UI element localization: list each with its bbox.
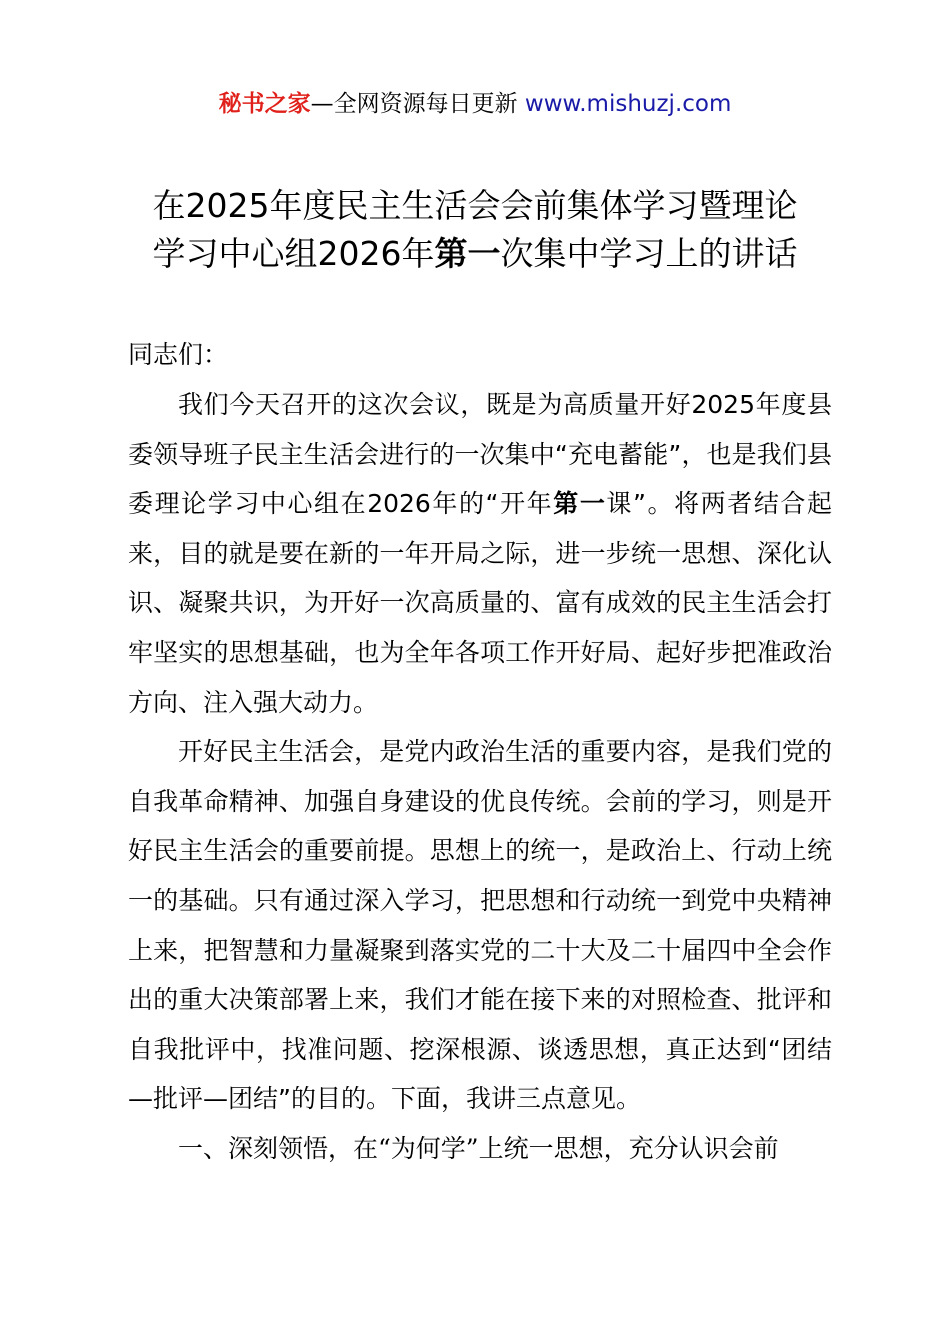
site-url-link[interactable]: www.mishuzj.com (524, 91, 732, 117)
greeting: 同志们： (128, 340, 229, 369)
title-line-2 (60, 230, 890, 278)
title-line-1: 在2025年度民主生活会会前集体学习暨理论 (152, 186, 798, 225)
paragraph-1-bold: 第一 (553, 489, 607, 519)
section-heading-1: 一、深刻领悟，在“为何学”上统一思想，充分认识会前 (178, 1134, 779, 1163)
document-title (60, 182, 890, 278)
paragraph-1-start: 我们今天召开的这次会议，既是为高质量开好2025年度县委领导班子民主生活会进行的一次集中“充电蓄能”，也是我们县委理论学习中心组在2026年的“开年 (128, 390, 832, 519)
title-line-2-bold: 第一 (434, 234, 501, 273)
paragraph-2: 开好民主生活会，是党内政治生活的重要内容，是我们党的自我革命精神、加强自身建设的优良传统。会前的学习，则是开好民主生活会的重要前提。思想上的统一，是政治上、行动上统一的基础。只有通过深入学习，把思想和行动统一到党中央精神上来，把智慧和力量凝聚到落实党的二十大及二十届四中全会作出的重大决策部署上来，我们才能在接下来的对照检查、批评和自我批评中，找准问题、挖深根源、谈透思想，真正达到“团结—批评—团结”的目的。下面，我讲三点意见。 (128, 737, 832, 1114)
paragraph-1 (128, 380, 832, 727)
site-header (0, 88, 950, 120)
header-tagline: —全网资源每日更新 (310, 91, 518, 117)
title-line-2-start: 学习中心组2026年 (152, 234, 435, 273)
brand-name: 秘书之家 (218, 91, 311, 117)
paragraph-1-end: 课”。将两者结合起来，目的就是要在新的一年开局之际，进一步统一思想、深化认识、凝聚共识，为开好一次高质量的、富有成效的民主生活会打牢坚实的思想基础，也为全年各项工作开好局、起好步把准政治方向、注入强大动力。 (128, 489, 832, 717)
document-body (128, 330, 832, 1174)
title-line-2-end: 次集中学习上的讲话 (500, 234, 798, 273)
